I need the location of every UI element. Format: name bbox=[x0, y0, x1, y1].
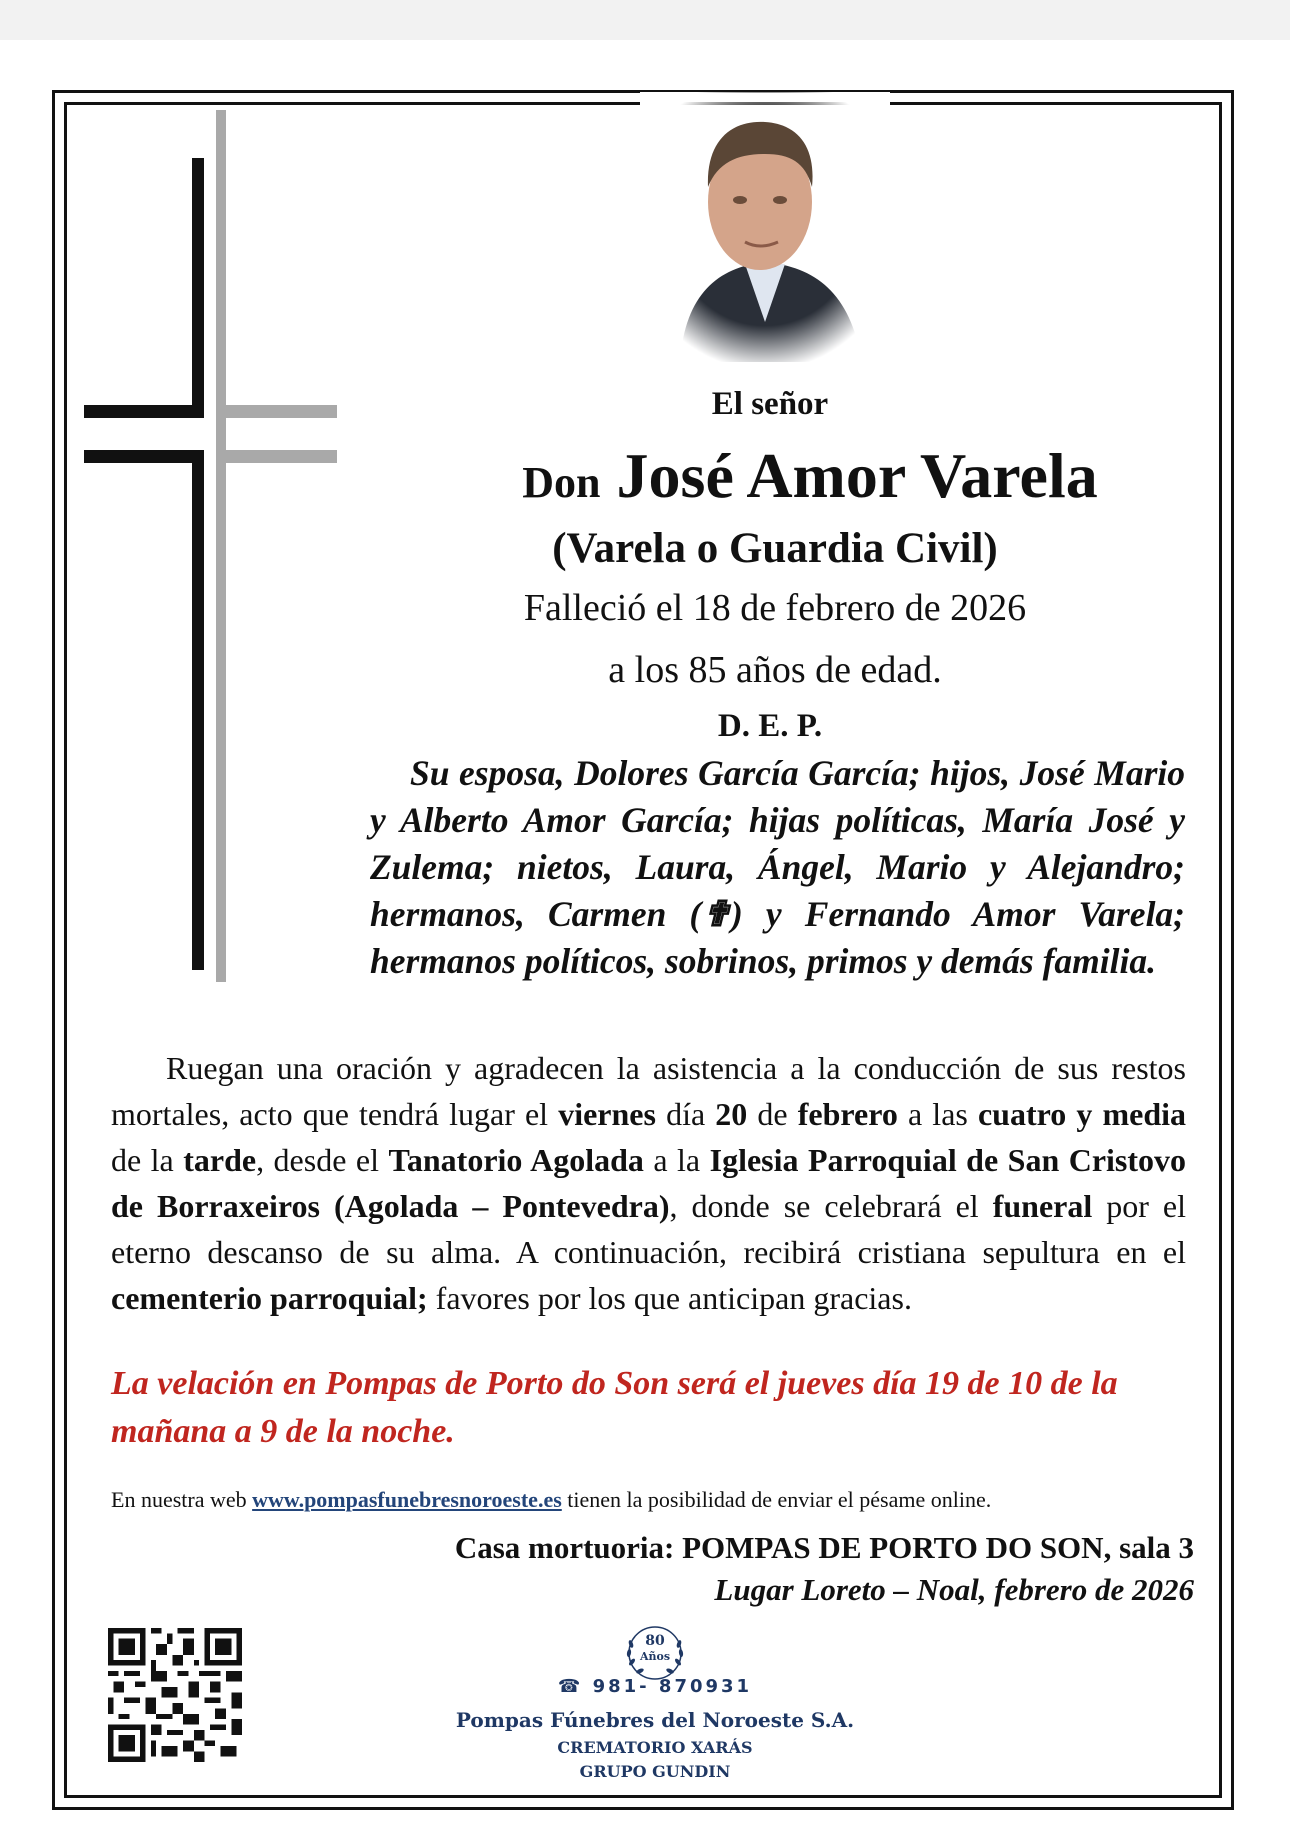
website-link[interactable]: www.pompasfunebresnoroeste.es bbox=[252, 1487, 562, 1512]
request-text: , desde el bbox=[256, 1142, 389, 1178]
service-day: viernes bbox=[558, 1096, 656, 1132]
crematorium-name: CREMATORIO XARÁS bbox=[557, 1738, 753, 1757]
nickname: (Varela o Guardia Civil) bbox=[552, 525, 998, 572]
vigil-notice: La velación en Pompas de Porto do Son será el jueves día 19 de 10 de la mañana a 9 de la noche. bbox=[111, 1365, 1118, 1450]
honorific: Don bbox=[522, 458, 601, 507]
request-text: de la bbox=[111, 1142, 184, 1178]
request-text: , donde se celebrará el bbox=[669, 1188, 993, 1224]
funeral-home-room: , sala 3 bbox=[1103, 1530, 1194, 1565]
service-part-of-day: tarde bbox=[183, 1142, 257, 1178]
service-time: cuatro y media bbox=[977, 1096, 1187, 1132]
service-origin: Tanatorio Agolada bbox=[388, 1142, 644, 1178]
request-text: a la bbox=[643, 1142, 710, 1178]
web-note bbox=[111, 1487, 1186, 1513]
obituary-sheet bbox=[0, 40, 1290, 1822]
place-date: Lugar Loreto – Noal, febrero de 2026 bbox=[714, 1572, 1194, 1607]
phone-number bbox=[455, 1676, 855, 1697]
web-note-text: tienen la posibilidad de enviar el pésame online. bbox=[561, 1487, 992, 1512]
service-funeral: funeral bbox=[992, 1188, 1093, 1224]
telephone-icon: ☎ bbox=[557, 1676, 584, 1697]
family-list: Su esposa, Dolores García García; hijos, José Mario y Alberto Amor García; hijas políticas, María José y Zulema; nietos, Laura, Ángel, Mario y Alejandro; hermanos, Carmen (✟) y Fernando Amor Varela; hermanos políticos, sobrinos, primos y demás familia. bbox=[370, 753, 1185, 981]
age-at-death: a los 85 años de edad. bbox=[608, 649, 942, 691]
intro-text: El señor bbox=[711, 386, 829, 422]
request-text: Ruegan una oración y agradecen la asistencia a la conducción de sus restos mortales, acto que tendrá lugar el bbox=[111, 1050, 1186, 1132]
request-text: por el eterno descanso de su alma. A continuación, recibirá cristiana sepultura en el bbox=[111, 1188, 1187, 1270]
death-date: Falleció el 18 de febrero de 2026 bbox=[523, 587, 1027, 629]
funeral-home bbox=[294, 1530, 1194, 1566]
request-text: de bbox=[747, 1096, 798, 1132]
group-name: GRUPO GUNDIN bbox=[579, 1762, 731, 1781]
deceased-name bbox=[360, 440, 1260, 511]
funeral-home-name: Casa mortuoria: POMPAS DE PORTO DO SON bbox=[454, 1530, 1104, 1565]
company-name: Pompas Fúnebres del Noroeste S.A. bbox=[455, 1708, 855, 1732]
badge-text: Años bbox=[639, 1650, 671, 1663]
request-text: a las bbox=[897, 1096, 978, 1132]
service-date: 20 bbox=[715, 1096, 748, 1132]
web-note-text: En nuestra web bbox=[111, 1487, 253, 1512]
request-text: favores por los que anticipan gracias. bbox=[427, 1280, 912, 1316]
phone-text: 981- 870931 bbox=[592, 1676, 753, 1697]
deceased-portrait bbox=[640, 92, 890, 362]
service-cemetery: cementerio parroquial; bbox=[111, 1280, 428, 1316]
service-month: febrero bbox=[797, 1096, 898, 1132]
full-name: José Amor Varela bbox=[616, 440, 1098, 511]
request-text: día bbox=[655, 1096, 716, 1132]
qr-code-icon[interactable] bbox=[108, 1628, 242, 1762]
service-church: Iglesia Parroquial de San Cristovo de Borraxeiros (Agolada – Pontevedra) bbox=[111, 1142, 1187, 1224]
badge-number: 80 bbox=[645, 1633, 665, 1649]
rip-text: D. E. P. bbox=[717, 708, 823, 744]
service-details bbox=[111, 1045, 1186, 1321]
